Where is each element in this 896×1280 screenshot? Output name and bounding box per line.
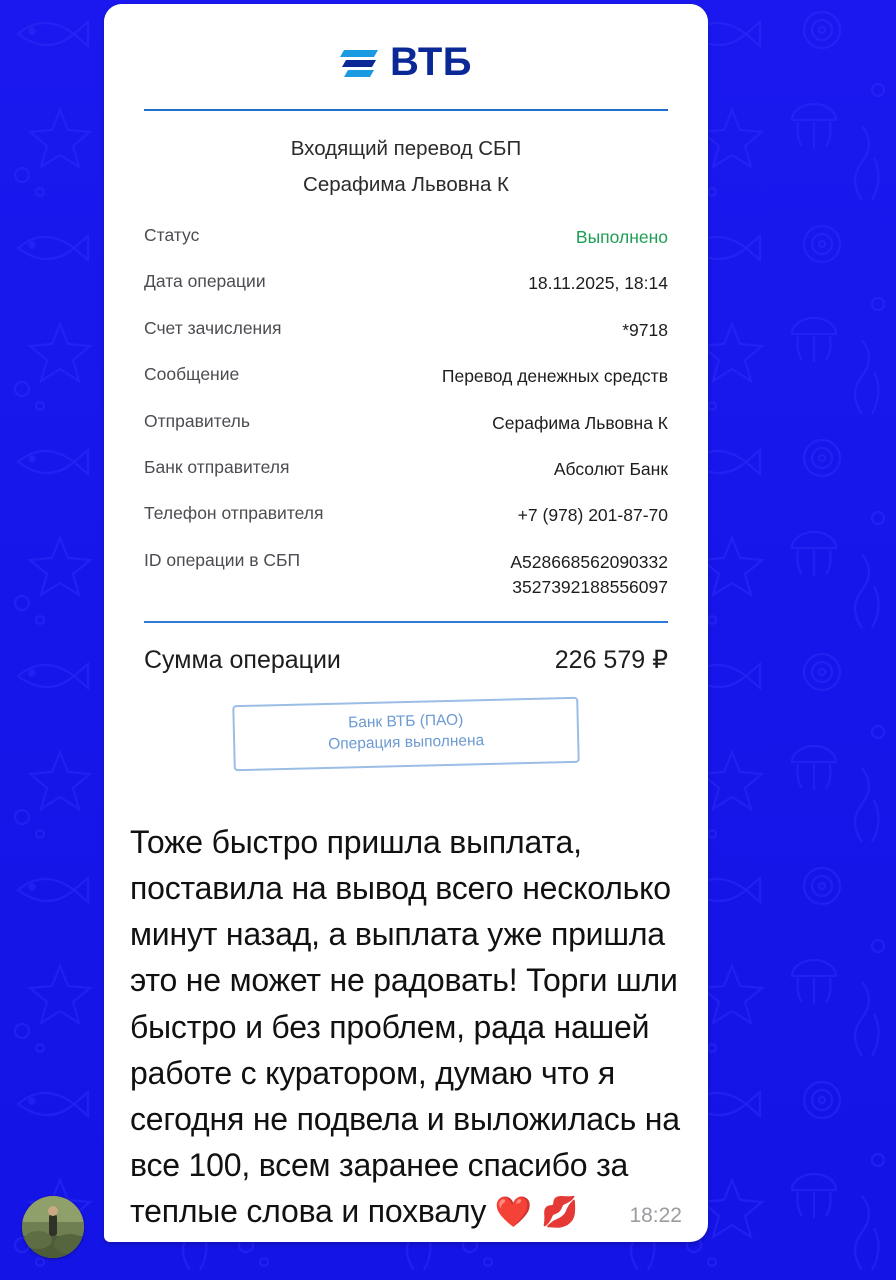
status-badge: Выполнено	[575, 227, 668, 247]
table-row	[144, 411, 668, 436]
row-value: 18.11.2025, 18:14	[528, 273, 668, 294]
table-row	[144, 318, 668, 343]
stamp-line-2: Операция выполнена	[328, 732, 485, 754]
message-body: Тоже быстро пришла выплата, поставила на вывод всего несколько минут назад, а выплата уже пришла это не может не радовать! Торги шли быстро и без проблем, рада нашей работе с куратором, думаю что я сегодня не подвела и выложилась на все 100, всем заранее спасибо за теплые слова и похвалу	[130, 824, 680, 1229]
vtb-wordmark: ВТБ	[389, 40, 473, 84]
row-label: Отправитель	[144, 410, 250, 431]
row-label: Сообщение	[144, 364, 240, 385]
receipt-rows	[144, 225, 668, 600]
amount-section	[144, 645, 668, 675]
stamp-line-1: Банк ВТБ (ПАО)	[347, 711, 464, 732]
row-value-line2: 3527392188556097	[512, 577, 668, 597]
table-row	[144, 550, 668, 601]
receipt-divider-top	[144, 109, 668, 111]
bank-receipt[interactable]	[104, 4, 708, 809]
row-label: Банк отправителя	[144, 456, 290, 477]
table-row	[144, 271, 668, 296]
message-timestamp: 18:22	[629, 1204, 682, 1228]
amount-label: Сумма операции	[144, 646, 341, 675]
row-value: Перевод денежных средств	[441, 366, 668, 387]
message-text	[104, 809, 708, 1240]
row-value: *9718	[622, 319, 668, 340]
row-value: +7 (978) 201-87-70	[517, 505, 668, 526]
vtb-logo	[144, 40, 668, 85]
receipt-subtitle: Серафима Львовна К	[303, 173, 509, 196]
amount-value: 226 579 ₽	[554, 646, 668, 675]
avatar[interactable]	[22, 1196, 84, 1258]
stamp-area	[144, 701, 668, 793]
row-label: ID операции в СБП	[144, 549, 301, 570]
receipt-header	[144, 137, 668, 197]
row-value: Абсолют Банк	[553, 458, 668, 479]
row-value-line1: A528668562090332	[510, 551, 668, 572]
vtb-mark-icon	[340, 46, 380, 80]
row-label: Телефон отправителя	[144, 503, 324, 524]
table-row	[144, 364, 668, 389]
bank-stamp	[232, 697, 580, 771]
row-label: Дата операции	[144, 271, 266, 292]
table-row	[144, 457, 668, 482]
row-value-multiline	[510, 550, 668, 601]
avatar-photo	[22, 1196, 84, 1258]
row-label: Счет зачисления	[144, 317, 282, 338]
chat-message-bubble[interactable]	[104, 4, 708, 1242]
receipt-title: Входящий перевод СБП	[290, 137, 522, 160]
message-emoji: ❤️ 💋	[494, 1194, 579, 1230]
row-label: Статус	[144, 225, 200, 245]
receipt-divider-bottom	[144, 621, 668, 623]
table-row	[144, 225, 668, 250]
row-value: Серафима Львовна К	[492, 412, 668, 433]
table-row	[144, 503, 668, 528]
